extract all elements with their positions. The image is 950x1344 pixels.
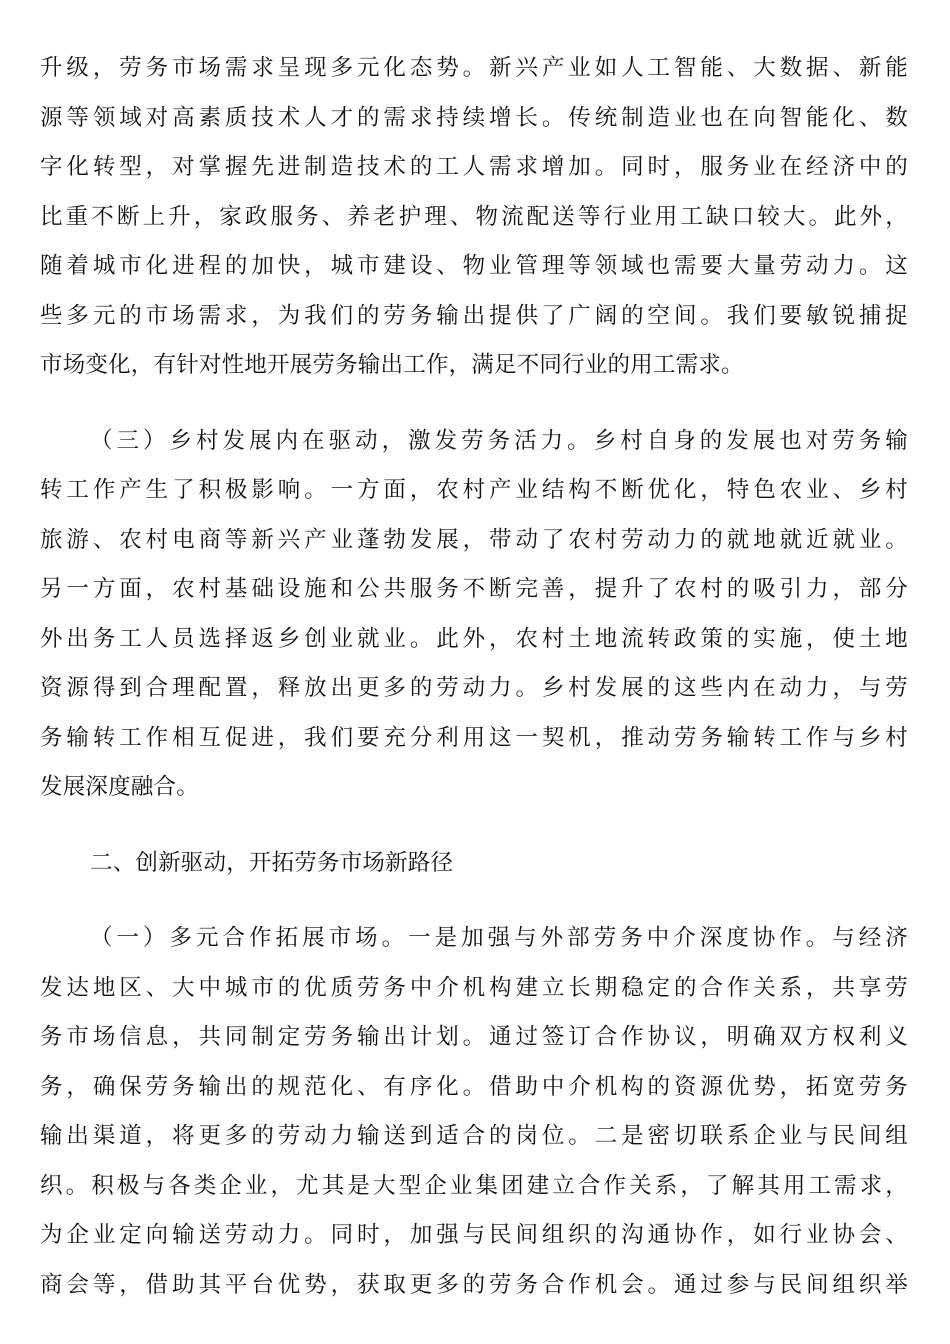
text-line: 务市场信息，共同制定劳务输出计划。通过签订合作协议，明确双方权利义 <box>40 1024 908 1050</box>
text-line: 旅游、农村电商等新兴产业蓬勃发展，带动了农村劳动力的就地就近就业。 <box>40 527 908 553</box>
text-line: 比重不断上升，家政服务、养老护理、物流配送等行业用工缺口较大。此外， <box>40 204 908 230</box>
text-line: 资源得到合理配置，释放出更多的劳动力。乡村发展的这些内在动力，与劳 <box>40 675 908 701</box>
text-line: 商会等，借助其平台优势，获取更多的劳务合作机会。通过参与民间组织举 <box>40 1272 908 1298</box>
text-line: 织。积极与各类企业，尤其是大型企业集团建立合作关系，了解其用工需求， <box>40 1173 908 1199</box>
text-line: 字化转型，对掌握先进制造技术的工人需求增加。同时，服务业在经济中的 <box>40 154 908 180</box>
text-line: 输出渠道，将更多的劳动力输送到适合的岗位。二是密切联系企业与民间组 <box>40 1123 908 1149</box>
paragraph-first-line: （一）多元合作拓展市场。一是加强与外部劳务中介深度协作。与经济 <box>90 925 908 951</box>
text-line: 转工作产生了积极影响。一方面，农村产业结构不断优化，特色农业、乡村 <box>40 477 908 503</box>
text-line: 另一方面，农村基础设施和公共服务不断完善，提升了农村的吸引力，部分 <box>40 576 908 602</box>
section-heading: 二、创新驱动，开拓劳务市场新路径 <box>90 850 454 876</box>
text-line: 升级，劳务市场需求呈现多元化态势。新兴产业如人工智能、大数据、新能 <box>40 55 908 81</box>
paragraph-first-line: （三）乡村发展内在驱动，激发劳务活力。乡村自身的发展也对劳务输 <box>90 428 908 454</box>
text-line: 市场变化，有针对性地开展劳务输出工作，满足不同行业的用工需求。 <box>40 352 744 378</box>
text-line: 源等领域对高素质技术人才的需求持续增长。传统制造业也在向智能化、数 <box>40 105 908 131</box>
text-line: 为企业定向输送劳动力。同时，加强与民间组织的沟通协作，如行业协会、 <box>40 1222 908 1248</box>
text-line: 外出务工人员选择返乡创业就业。此外，农村土地流转政策的实施，使土地 <box>40 626 908 652</box>
text-line: 务，确保劳务输出的规范化、有序化。借助中介机构的资源优势，拓宽劳务 <box>40 1074 908 1100</box>
text-line: 发达地区、大中城市的优质劳务中介机构建立长期稳定的合作关系，共享劳 <box>40 975 908 1001</box>
text-line: 随着城市化进程的加快，城市建设、物业管理等领域也需要大量劳动力。这 <box>40 253 908 279</box>
text-line: 务输转工作相互促进，我们要充分利用这一契机，推动劳务输转工作与乡村 <box>40 725 908 751</box>
text-line: 发展深度融合。 <box>40 774 199 800</box>
text-line: 些多元的市场需求，为我们的劳务输出提供了广阔的空间。我们要敏锐捕捉 <box>40 303 908 329</box>
